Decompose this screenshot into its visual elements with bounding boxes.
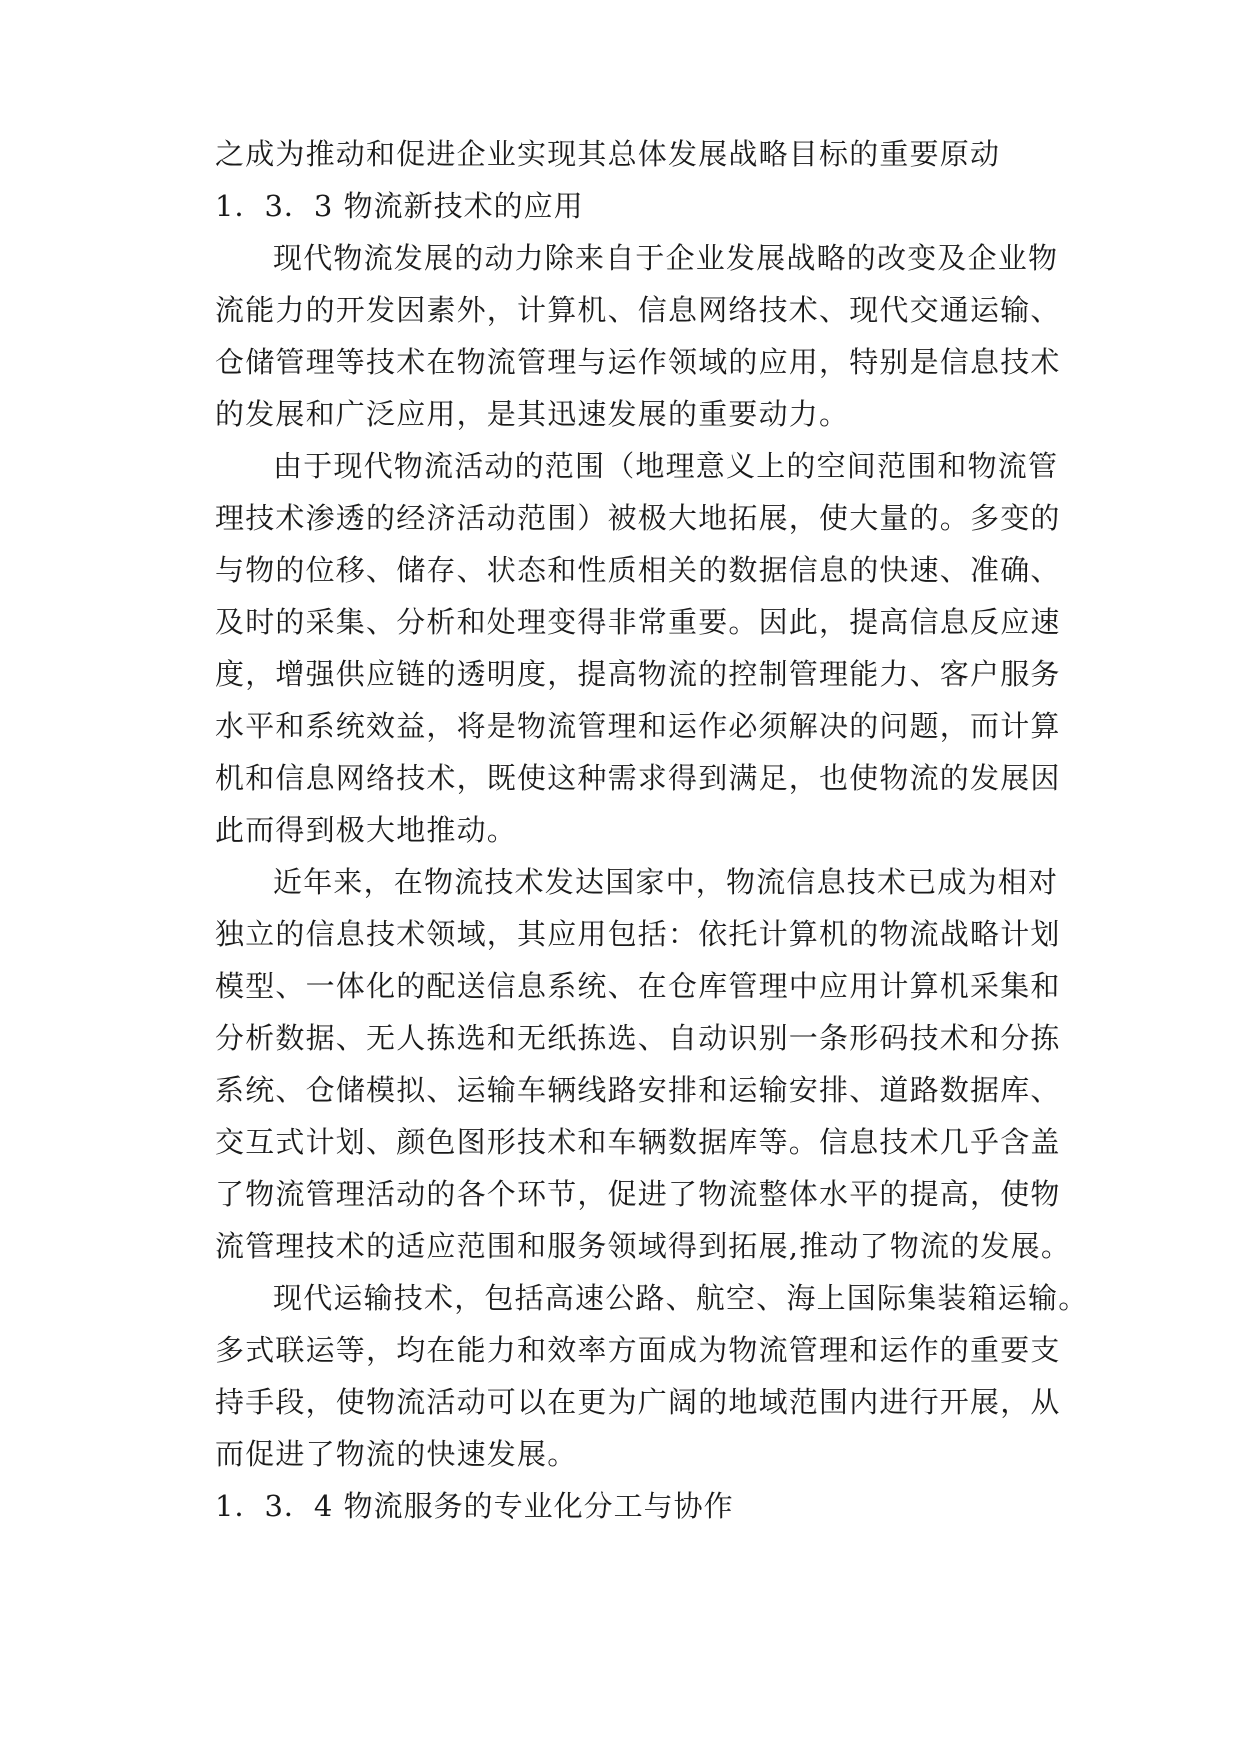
text-line: 与物的位移、储存、状态和性质相关的数据信息的快速、准确、: [215, 553, 1061, 587]
text-line: 仓储管理等技术在物流管理与运作领域的应用，特别是信息技术: [215, 345, 1061, 379]
text-line: 此而得到极大地推动。: [215, 813, 518, 847]
text-line: 的发展和广泛应用，是其迅速发展的重要动力。: [215, 397, 850, 431]
text-line: 持手段，使物流活动可以在更为广阔的地域范围内进行开展，从: [215, 1385, 1061, 1419]
text-line: 模型、一体化的配送信息系统、在仓库管理中应用计算机采集和: [215, 969, 1061, 1003]
document-body: [215, 128, 1089, 1532]
text-line: 而促进了物流的快速发展。: [215, 1437, 578, 1471]
text-line: 独立的信息技术领域，其应用包括：依托计算机的物流战略计划: [215, 917, 1061, 951]
section-heading: 1．3．3 物流新技术的应用: [215, 189, 584, 223]
text-line: 现代物流发展的动力除来自于企业发展战略的改变及企业物: [273, 241, 1059, 275]
text-line: 流能力的开发因素外，计算机、信息网络技术、现代交通运输、: [215, 293, 1061, 327]
text-line: 理技术渗透的经济活动范围）被极大地拓展，使大量的。多变的: [215, 501, 1061, 535]
text-line: 及时的采集、分析和处理变得非常重要。因此，提高信息反应速: [215, 605, 1061, 639]
text-line: 由于现代物流活动的范围（地理意义上的空间范围和物流管: [273, 449, 1059, 483]
section-heading: 1．3．4 物流服务的专业化分工与协作: [215, 1489, 734, 1523]
text-line: 多式联运等，均在能力和效率方面成为物流管理和运作的重要支: [215, 1333, 1061, 1367]
text-line: 水平和系统效益，将是物流管理和运作必须解决的问题，而计算: [215, 709, 1061, 743]
text-line: 了物流管理活动的各个环节，促进了物流整体水平的提高，使物: [215, 1177, 1061, 1211]
text-line: 之成为推动和促进企业实现其总体发展战略目标的重要原动: [215, 137, 1001, 171]
text-line: 分析数据、无人拣选和无纸拣选、自动识别一条形码技术和分拣: [215, 1021, 1061, 1055]
text-line: 系统、仓储模拟、运输车辆线路安排和运输安排、道路数据库、: [215, 1073, 1061, 1107]
text-line: 近年来，在物流技术发达国家中，物流信息技术已成为相对: [273, 865, 1059, 899]
text-line: 交互式计划、颜色图形技术和车辆数据库等。信息技术几乎含盖: [215, 1125, 1061, 1159]
text-line: 现代运输技术，包括高速公路、航空、海上国际集装箱运输。: [273, 1281, 1089, 1315]
text-line: 流管理技术的适应范围和服务领域得到拓展,推动了物流的发展。: [215, 1229, 1072, 1263]
text-line: 机和信息网络技术，既使这种需求得到满足，也使物流的发展因: [215, 761, 1061, 795]
text-line: 度，增强供应链的透明度，提高物流的控制管理能力、客户服务: [215, 657, 1061, 691]
